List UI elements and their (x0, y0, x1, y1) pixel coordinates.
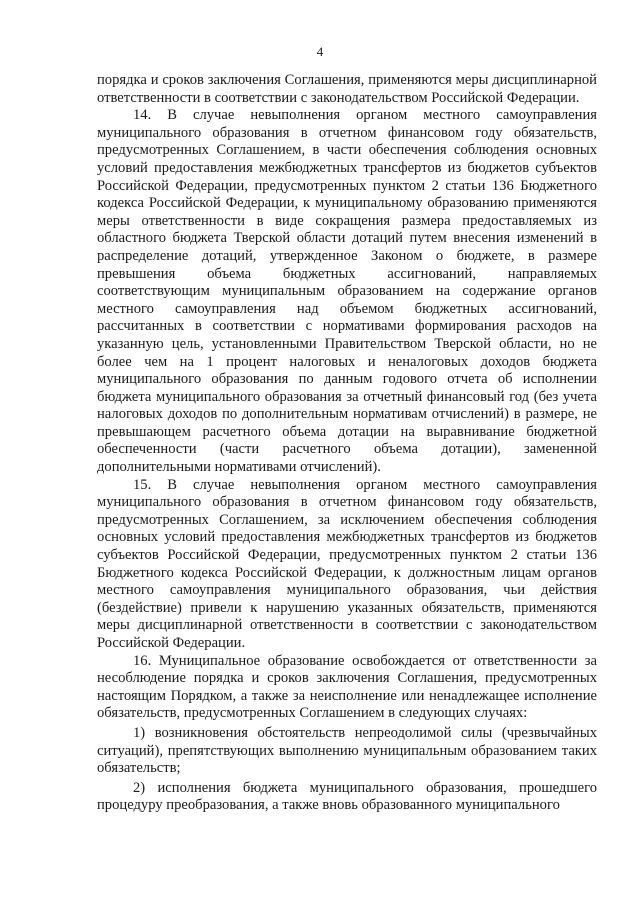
paragraph-13-continuation: порядка и сроков заключения Соглашения, применяются меры дисциплинарной ответственности в соответствии с законодательством Российской Федерации. (97, 72, 597, 106)
paragraph-14: 14. В случае невыполнения органом местного самоуправления муниципального образования в отчетном финансовом году обязательств, предусмотренных Соглашением, в части обеспечения соблюдения основных условий предоставления межбюджетных трансфертов из бюджетов субъектов Российской Федерации, предусмотренных пунктом 2 статьи 136 Бюджетного кодекса Российской Федерации, к муниципальному образованию применяются меры ответственности в виде сокращения размера предоставляемых из областного бюджета Тверской области дотаций путем внесения изменений в распределение дотаций, утвержденное Законом о бюджете, в размере превышения объема бюджетных ассигнований, направляемых соответствующим муниципальным образованием на содержание органов местного самоуправления над объемом бюджетных ассигнований, рассчитанных в соответствии с нормативами формирования расходов на указанную цель, установленными Правительством Тверской области, но не более чем на 1 процент налоговых и неналоговых доходов бюджета муниципального образования по данным годового отчета об исполнении бюджета муниципального образования за отчетный финансовый год (без учета налоговых доходов по дополнительным нормативам отчислений) в размере, не превышающем расчетного объема дотации на выравнивание бюджетной обеспеченности (части расчетного объема дотации), замененной дополнительными нормативами отчислений). (97, 107, 597, 476)
paragraph-16: 16. Муниципальное образование освобождается от ответственности за несоблюдение порядка и сроков заключения Соглашения, предусмотренных настоящим Порядком, а также за неисполнение или ненадлежащее исполнение обязательств, предусмотренных Соглашением в следующих случаях: (97, 652, 597, 722)
document-body (97, 72, 597, 815)
page-number: 4 (316, 44, 324, 59)
paragraph-16-item-2: 2) исполнения бюджета муниципального образования, прошедшего процедуру преобразования, а также вновь образованного муниципального (97, 779, 597, 814)
paragraph-15: 15. В случае невыполнения органом местного самоуправления муниципального образования в отчетном финансовом году обязательств, предусмотренных Соглашением, за исключением обеспечения соблюдения основных условий предоставления межбюджетных трансфертов из бюджетов субъектов Российской Федерации, предусмотренных пунктом 2 статьи 136 Бюджетного кодекса Российской Федерации, к должностным лицам органов местного самоуправления муниципального образования, чьи действия (бездействие) привели к нарушению указанных обязательств, применяются меры дисциплинарной ответственности в соответствии с законодательством Российской Федерации. (97, 476, 597, 651)
paragraph-16-item-1: 1) возникновения обстоятельств непреодолимой силы (чрезвычайных ситуаций), препятствующих выполнению муниципальным образованием таких обязательств; (97, 724, 597, 777)
